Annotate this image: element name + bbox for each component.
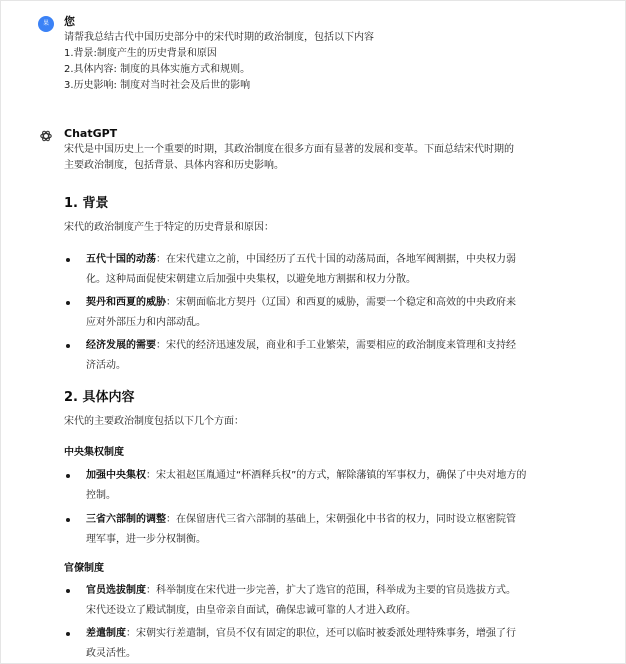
section-1-lead: 宋代的政治制度产生于特定的历史背景和原因： [64,222,274,233]
bullet-bold: 经济发展的需要 [86,340,156,351]
bullet-dot [66,632,70,636]
subsection-heading: 官僚制度 [64,563,104,574]
bullet-dot [66,344,70,348]
bullet-bold: 契丹和西夏的威胁 [86,297,166,308]
bullet-bold: 加强中央集权 [86,470,146,481]
bullet-dot [66,589,70,593]
subsection-heading: 中央集权制度 [64,447,124,458]
bullet-text: ：宋朝面临北方契丹（辽国）和西夏的威胁，需要一个稳定和高效的中央政府来 [166,297,516,308]
bullet-dot [66,301,70,305]
bullet-dot [66,474,70,478]
user-avatar: 果 [38,16,54,32]
bullet-bold: 三省六部制的调整 [86,514,166,525]
bullet-text: ：在宋代建立之前，中国经历了五代十国的动荡局面，各地军阀割据，中央权力弱 [156,254,516,265]
intro-line-1: 宋代是中国历史上一个重要的时期，其政治制度在很多方面有显著的发展和变革。下面总结宋代时期的 [64,144,514,155]
user-author-name: 您 [64,15,75,28]
user-line-1: 请帮我总结古代中国历史部分中的宋代时期的政治制度，包括以下内容 [64,32,374,43]
user-line-3: 2.具体内容: 制度的具体实施方式和规则。 [64,64,251,75]
bullet-text: ：在保留唐代三省六部制的基础上，宋朝强化中书省的权力，同时设立枢密院管 [166,514,516,525]
bullet-item [64,581,574,621]
user-message-text [64,30,374,94]
user-message [40,14,606,94]
bullet-text-cont: 化。这种局面促使宋朝建立后加强中央集权，以避免地方割据和权力分散。 [86,274,416,285]
bullet-text-cont: 控制。 [86,490,116,501]
bullet-item [64,466,574,506]
bullet-text: ：宋太祖赵匡胤通过“杯酒释兵权”的方式，解除藩镇的军事权力，确保了中央对地方的 [146,470,527,481]
bullet-item [64,624,574,664]
user-line-4: 3.历史影响: 制度对当时社会及后世的影响 [64,80,251,91]
bullet-item [64,336,574,376]
bullet-dot [66,518,70,522]
bullet-bold: 差遣制度 [86,628,126,639]
bullet-item [64,293,574,333]
assistant-author-name: ChatGPT [64,127,118,140]
section-1-title: 1. 背景 [64,196,109,211]
openai-logo-icon [38,128,54,144]
bullet-bold: 官员选拔制度 [86,585,146,596]
bullet-item [64,510,574,550]
bullet-text: ：宋朝实行差遣制，官员不仅有固定的职位，还可以临时被委派处理特殊事务，增强了行 [126,628,516,639]
section-2-lead: 宋代的主要政治制度包括以下几个方面： [64,416,244,427]
assistant-message-header [40,126,606,186]
bullet-dot [66,258,70,262]
bullet-bold: 五代十国的动荡 [86,254,156,265]
bullet-text: ：宋代的经济迅速发展，商业和手工业繁荣，需要相应的政治制度来管理和支持经 [156,340,516,351]
bullet-text-cont: 应对外部压力和内部动乱。 [86,317,206,328]
bullet-item [64,250,574,290]
bullet-text: ：科举制度在宋代进一步完善，扩大了选官的范围，科举成为主要的官员选拔方式。 [146,585,516,596]
section-2-title: 2. 具体内容 [64,390,135,405]
user-line-2: 1.背景:制度产生的历史背景和原因 [64,48,217,59]
intro-line-2: 主要政治制度，包括背景、具体内容和历史影响。 [64,160,284,171]
assistant-intro [64,142,514,174]
bullet-text-cont: 政灵活性。 [86,648,136,659]
bullet-text-cont: 济活动。 [86,360,126,371]
bullet-text-cont: 宋代还设立了殿试制度，由皇帝亲自面试，确保忠诚可靠的人才进入政府。 [86,605,416,616]
bullet-text-cont: 理军事，进一步分权制衡。 [86,534,206,545]
